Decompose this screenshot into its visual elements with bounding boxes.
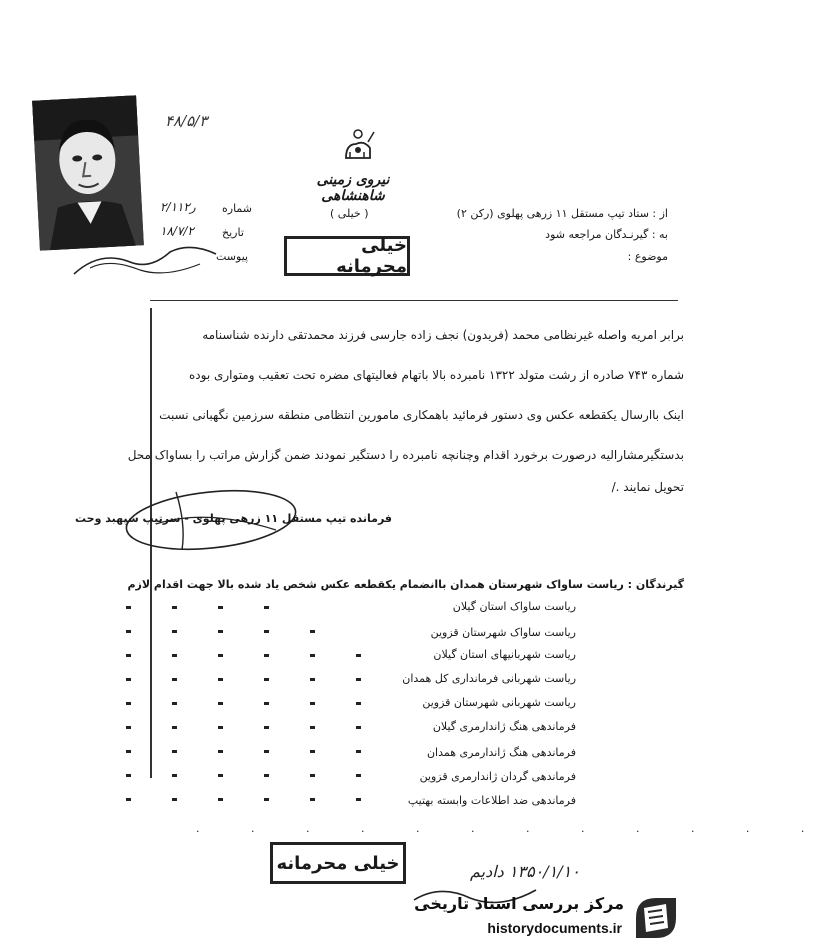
ditto-marks: [122, 600, 582, 810]
recipient-item: ریاست شهربانی شهرستان قزوین: [422, 696, 576, 709]
secret-label: ( خیلی ): [330, 207, 369, 220]
body-line-4: بدستگیرمشارالیه درصورت برخورد اقدام وچنانچه نامبرده را دستگیر نمودند ضمن گزارش مراتب را بساواک محل: [127, 448, 684, 462]
recipient-item: ریاست شهربانیهای استان گیلان: [433, 648, 576, 661]
recipients-intro: گیرندگان : ریاست ساواک شهرستان همدان باانضمام یکقطعه عکس شخص یاد شده بالا جهت اقدام لازم: [127, 578, 684, 591]
organization-title: نیروی زمینی شاهنشاهی: [316, 172, 390, 204]
recipients-label: به : گیرنـدگان مراجعه شود: [545, 228, 668, 241]
body-line-1: برابر امریه واصله غیرنظامی محمد (فریدون) نجف زاده جارسی فرزند محمدتقی دارنده شناسنامه: [202, 328, 684, 342]
lion-and-sun-emblem: [338, 128, 378, 164]
body-line-3: اینک باارسال یکقطعه عکس وی دستور فرمائید باهمکاری مامورین انتظامی منطقه سرزمین نگهبانی نسبت: [159, 408, 684, 422]
recipient-item: ریاست ساواک شهرستان قزوین: [430, 626, 576, 639]
header-separator: [150, 300, 678, 301]
handwritten-reference: ۴۸/۵/۳: [165, 112, 208, 130]
subject-label: موضوع :: [627, 250, 668, 263]
attachment-label: پیوست: [216, 250, 249, 263]
handwritten-date-note: ۱۳۵۰/۱/۱۰ دادیم: [470, 862, 580, 881]
watermark-url: historydocuments.ir: [487, 920, 622, 936]
body-line-2: شماره ۷۴۳ صادره از رشت متولد ۱۳۲۲ نامبرده بالا باتهام فعالیتهای مضره تحت تعقیب ومتواری بوده: [188, 368, 684, 382]
recipient-item: فرماندهی هنگ ژاندارمری گیلان: [432, 720, 576, 733]
date-label: تاریخ: [222, 226, 244, 239]
body-line-5: تحویل نمایند ./: [611, 480, 684, 494]
date-value: ۱۸/۷/۲: [160, 224, 194, 238]
recipient-item: ریاست شهربانی فرمانداری کل همدان: [402, 672, 576, 685]
recipient-item: ریاست ساواک استان گیلان: [452, 600, 576, 613]
portrait-photo: [32, 95, 144, 250]
signature-line: فرمانده تیپ مستقل ۱۱ زرهی پهلوی - سرتیپ سپهبد وحت: [75, 512, 392, 525]
recipient-item: فرماندهی گردان ژاندارمری قزوین: [419, 770, 576, 783]
bottom-classification-stamp: خیلی محرمانه: [270, 842, 406, 884]
top-classification-stamp: خیلی محرمانه: [284, 236, 410, 276]
handwritten-scribble: [70, 240, 220, 280]
recipient-item: فرماندهی هنگ ژاندارمری همدان: [426, 746, 576, 759]
number-label: شماره: [222, 202, 253, 215]
bottom-dots: . . . . . . . . . . . .: [196, 822, 828, 835]
number-value: ۲/۱۱ر۲: [160, 200, 196, 214]
recipient-item: فرماندهی ضد اطلاعات وابسته بهتیپ: [407, 794, 576, 807]
from-line: از : ستاد تیپ مستقل ۱۱ زرهی پهلوی (رکن ۲): [456, 207, 668, 220]
archive-logo-icon: [630, 892, 682, 944]
watermark-title: مرکز بررسی اسناد تاریخی: [414, 894, 624, 913]
